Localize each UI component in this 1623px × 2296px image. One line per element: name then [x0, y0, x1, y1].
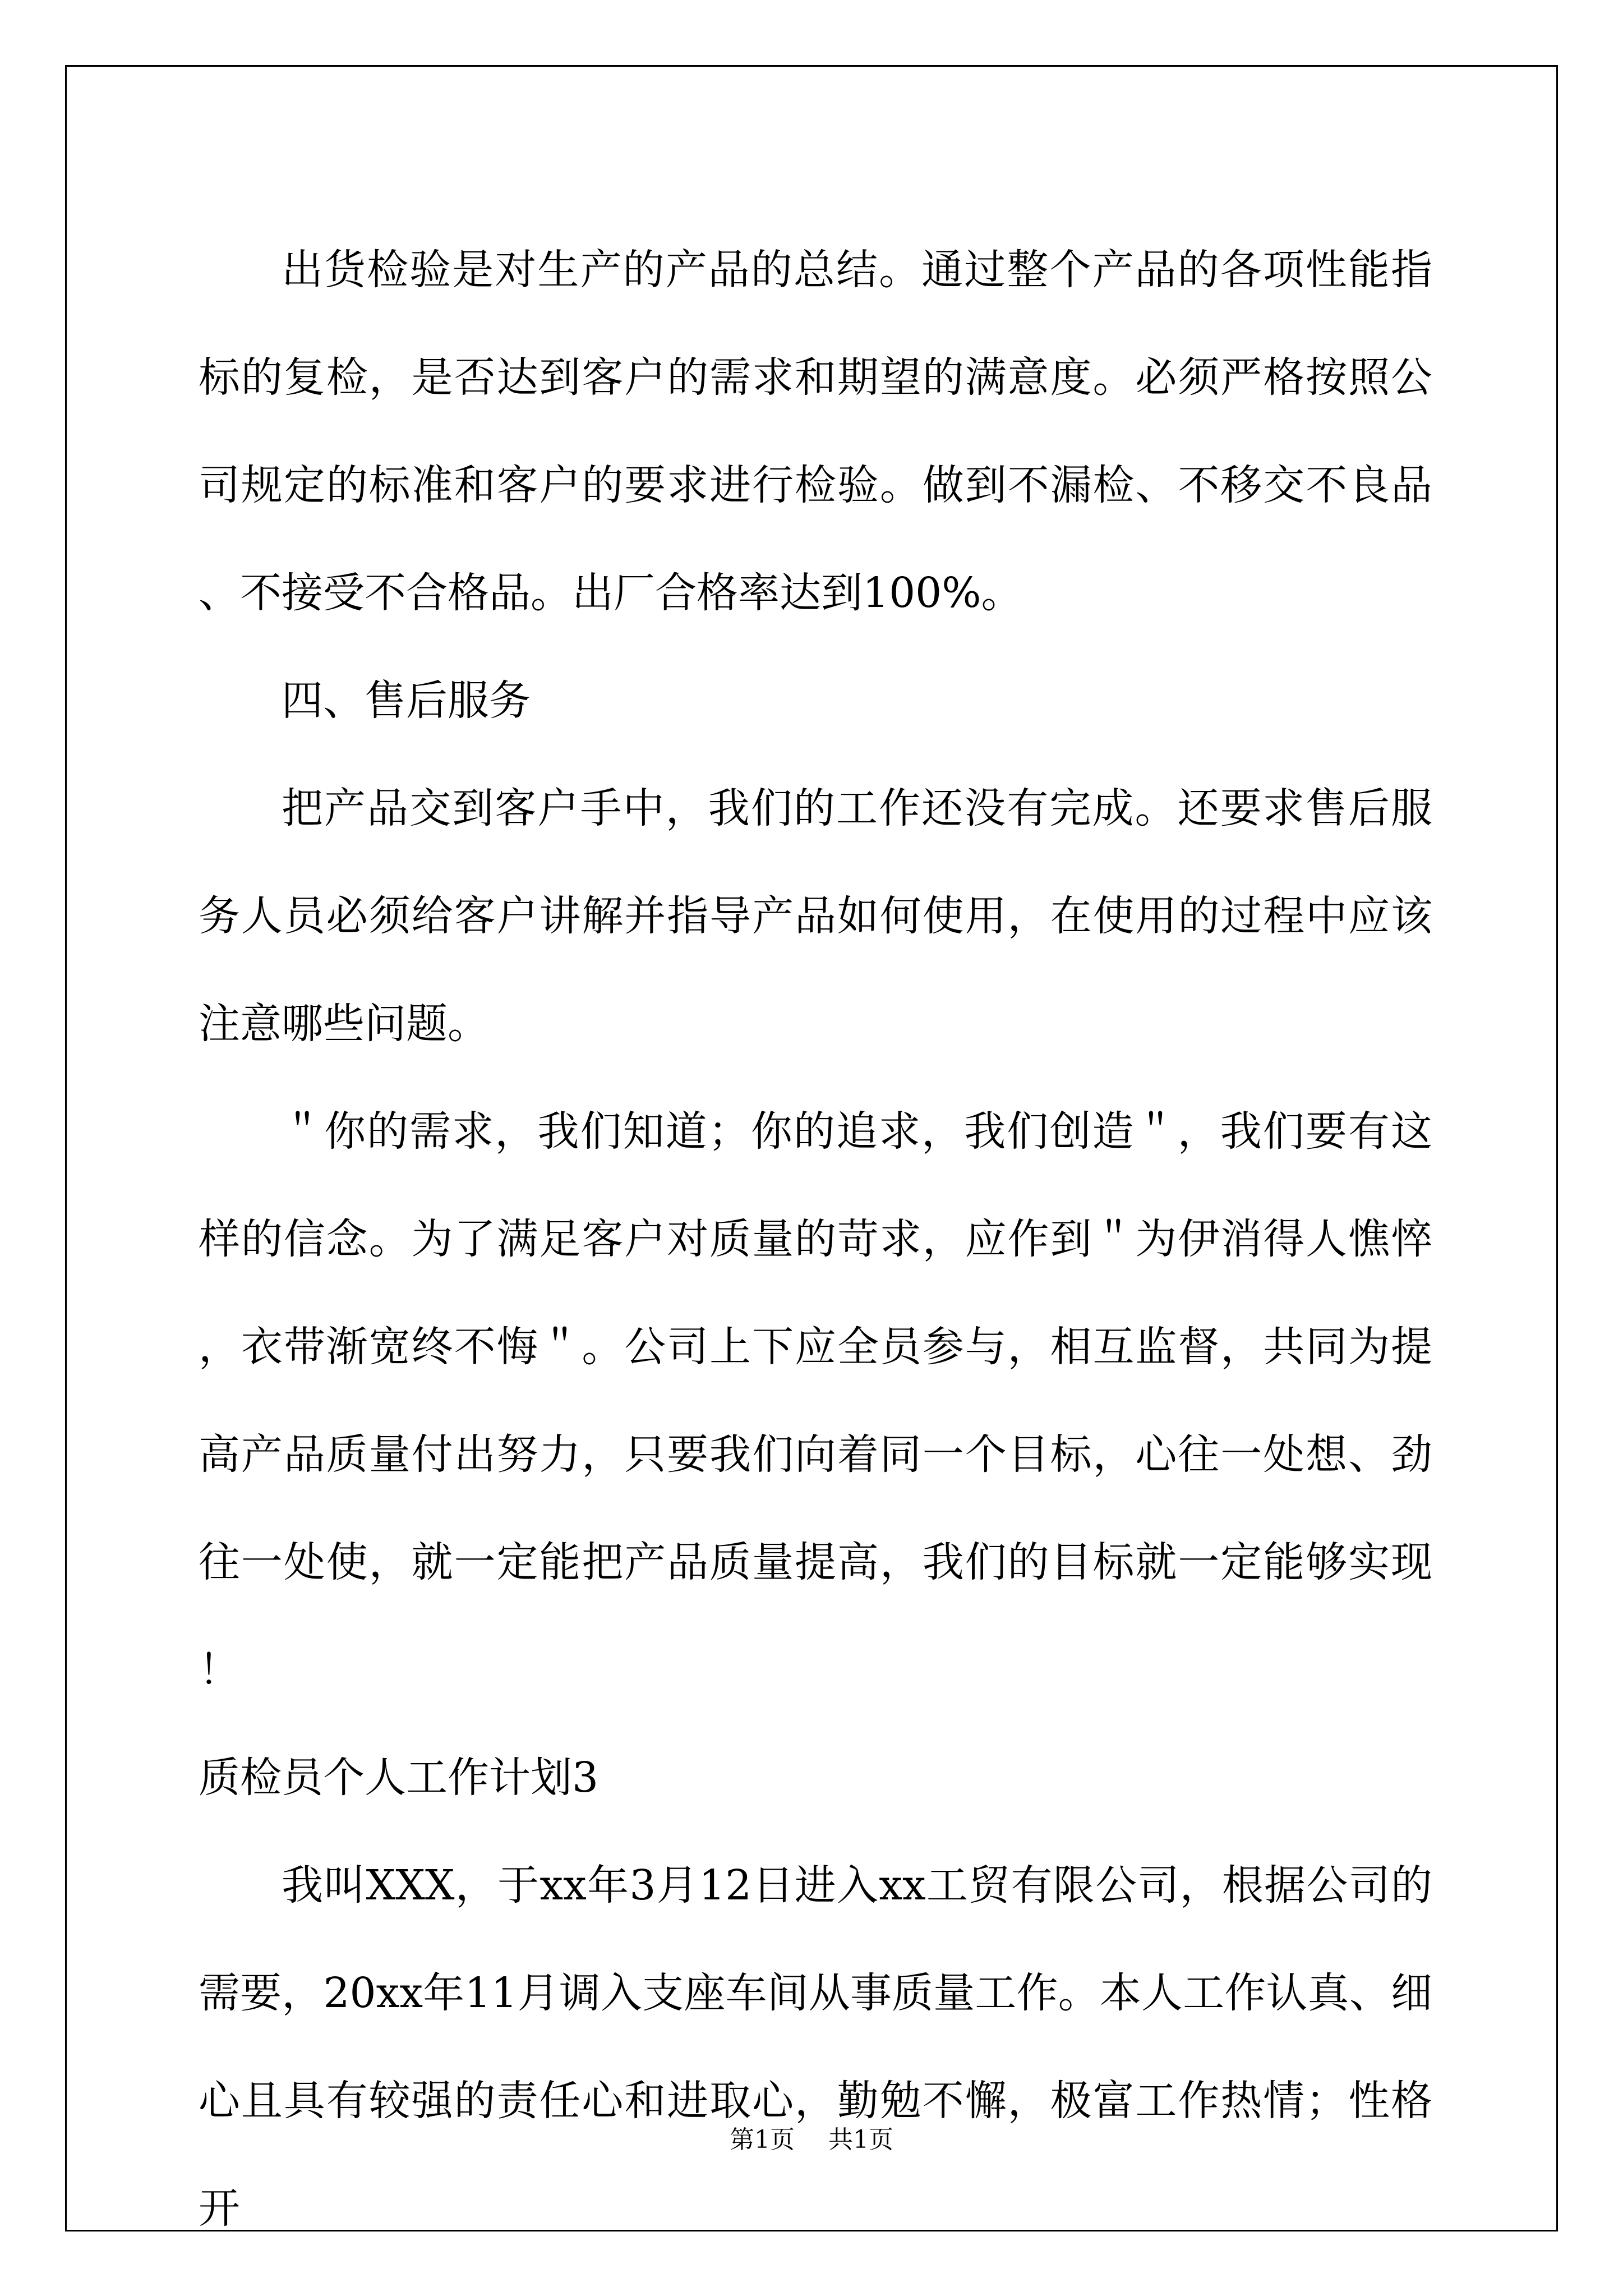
- page-number: 第1页: [730, 2125, 795, 2154]
- page-footer: [0, 2119, 1623, 2155]
- paragraph-outgoing-inspection: 出货检验是对生产的产品的总结。通过整个产品的各项性能指标的复检，是否达到客户的需求和期望的满意度。必须严格按照公司规定的标准和客户的要求进行检验。做到不漏检、不移交不良品、不接受不合格品。出厂合格率达到100%。: [199, 246, 1432, 617]
- paragraph-motto: ＂你的需求，我们知道；你的追求，我们创造＂，我们要有这样的信念。为了满足客户对质量的苛求，应作到＂为伊消得人憔悴，衣带渐宽终不悔＂。公司上下应全员参与，相互监督，共同为提高产品质量付出努力，只要我们向着同一个目标，心往一处想、劲往一处使，就一定能把产品质量提高，我们的目标就一定能够实现！: [199, 1107, 1432, 1694]
- document-body: [199, 216, 1432, 2262]
- section-heading-after-sales: 四、售后服务: [282, 677, 531, 725]
- page-total: 共1页: [828, 2125, 893, 2154]
- section-title-plan-3: 质检员个人工作计划3: [199, 1754, 599, 1802]
- paragraph-after-sales: 把产品交到客户手中，我们的工作还没有完成。还要求售后服务人员必须给客户讲解并指导产品如何使用，在使用的过程中应该注意哪些问题。: [199, 784, 1432, 1048]
- paragraph-self-introduction: 我叫XXX，于xx年3月12日进入xx工贸有限公司，根据公司的需要，20xx年11月调入支座车间从事质量工作。本人工作认真、细心且具有较强的责任心和进取心，勤勉不懈，极富工作热情；性格开: [199, 1861, 1432, 2233]
